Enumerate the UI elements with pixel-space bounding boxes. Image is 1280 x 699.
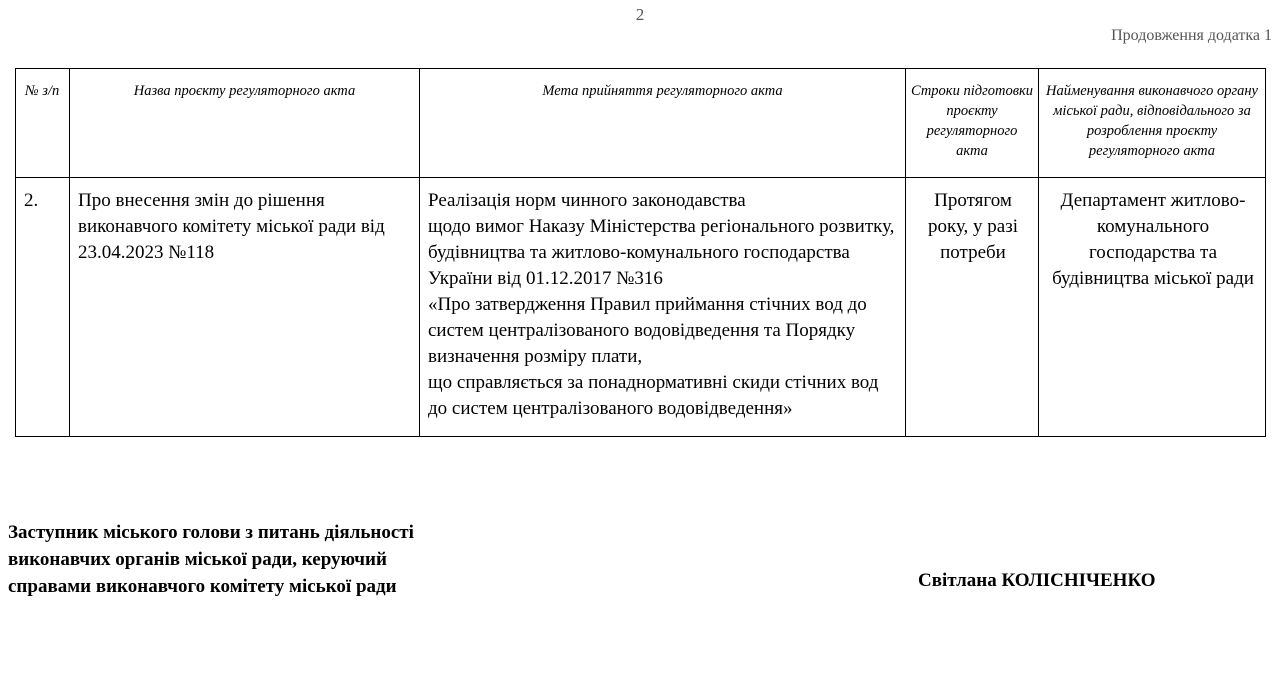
header-project-name: Назва проєкту регуляторного акта: [70, 69, 420, 178]
header-purpose: Мета прийняття регуляторного акта: [420, 69, 906, 178]
signatory-name: Світлана КОЛІСНІЧЕНКО: [918, 570, 1156, 591]
regulatory-acts-table: [15, 68, 1266, 437]
signatory-position: Заступник міського голови з питань діяльності виконавчих органів міської ради, керуючий справами виконавчого комітету міської ради: [8, 522, 414, 597]
header-terms: Строки підготовки проєкту регуляторного акта: [906, 69, 1039, 178]
header-number: № з/п: [16, 69, 70, 178]
row-terms: Протягом року, у разі потреби: [906, 178, 1039, 437]
table-header: [16, 69, 1266, 178]
header-row: [16, 69, 1266, 178]
header-responsible-authority: Найменування виконавчого органу міської ради, відповідального за розроблення проєкту регуляторного акта: [1039, 69, 1266, 178]
row-project-name: Про внесення змін до рішення виконавчого комітету міської ради від 23.04.2023 №118: [70, 178, 420, 437]
page-number: 2: [635, 5, 645, 24]
row-purpose: Реалізація норм чинного законодавства щодо вимог Наказу Міністерства регіонального розвитку, будівництва та житлово-комунального господарства України від 01.12.2017 №316 «Про затвердження Правил приймання стічних вод до систем централізованого водовідведення та Порядку визначення розміру плати, що справляється за понаднормативні скиди стічних вод до систем централізованого водовідведення»: [420, 178, 906, 437]
table-row: [16, 178, 1266, 437]
row-number: 2.: [16, 178, 70, 437]
appendix-continuation-label: Продовження додатка 1: [1111, 27, 1272, 44]
table-body: [16, 178, 1266, 437]
row-responsible-authority: Департамент житлово-комунального господарства та будівництва міської ради: [1039, 178, 1266, 437]
